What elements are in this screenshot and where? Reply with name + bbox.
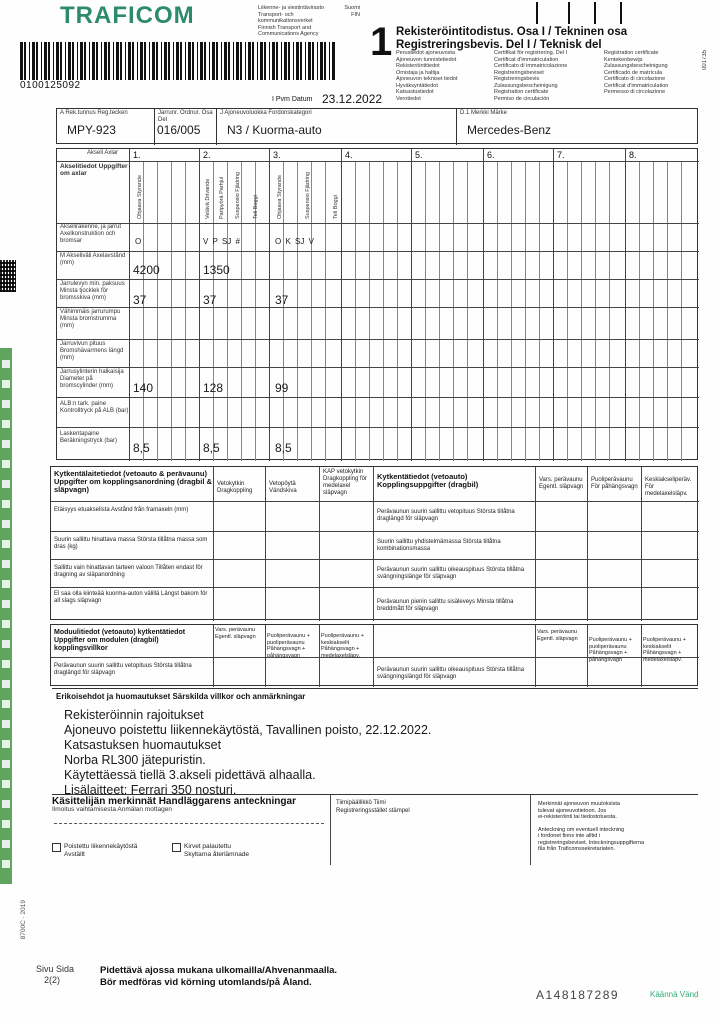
axle-number: 1.: [133, 150, 141, 160]
security-strip-pattern: [2, 360, 10, 880]
turn-over-hint: Käännä Vänd: [650, 990, 699, 999]
axle-value: 8,5: [275, 441, 292, 455]
col-header: Puoliperävaunu För påhängsvagn: [591, 477, 638, 490]
col-header: Keskiakseliperäv. För medelaxelsläpv.: [645, 477, 692, 497]
col-header: KAP vetokytkin Dragkoppling för medelaxel släpvagn: [323, 469, 368, 496]
row-label: El saa olla kiinteää kuorma-auton välillä Längst bakom för all slags släpvagn: [54, 591, 208, 604]
vehicle-category: N3 / Kuorma-auto: [227, 123, 322, 137]
reg-number: MPY-923: [67, 123, 116, 137]
coupling-title-right: Kytkentätiedot (vetoauto) Kopplingsuppgifter (dragbil): [377, 472, 479, 489]
row-label: Etäisyys etuakselista Avstånd från framaxeln (mm): [54, 507, 189, 513]
remark-line: Ajoneuvo poistettu liikennekäytöstä, Tavallinen poisto, 22.12.2022.: [64, 723, 432, 737]
logo-country-text: Suomi FIN: [344, 5, 360, 18]
row-label: Suurin sallittu hinattava massa Största tillåtna massa som dras (kg): [54, 537, 208, 550]
col-label: Vetävä Drivande: [205, 178, 211, 219]
axle-value: 1350: [203, 263, 230, 277]
part-cell: Jarrunr. Ordnur. Osa Del 016/005: [155, 109, 217, 145]
logo-agency-text: Liikenne- ja viestintävirasto Transport- och kommunikationsverket Finnish Transport and Communications Agency: [258, 5, 325, 37]
vehicle-make: Mercedes-Benz: [467, 123, 552, 137]
col-header: Vars. perävaunu Egentl. släpvagn: [539, 477, 584, 490]
axle-number: 3.: [273, 150, 281, 160]
col-label: Paripyörä Parhjul: [219, 176, 225, 219]
col-label: Ohjaava Styrande: [277, 174, 283, 219]
corner-mark: [620, 2, 622, 24]
remark-line: Norba RL300 jätepuristin.: [64, 753, 206, 767]
axle-value: 8,5: [203, 441, 220, 455]
remarks-title: Erikoisehdot ja huomautukset Särskilda villkor och anmärkningar: [56, 692, 306, 701]
col-header: Vetopöytä Vändskiva: [269, 481, 297, 494]
document-title: Rekisteröintitodistus. Osa I / Tekninen osa Registreringsbevis. Del I / Teknisk del: [396, 26, 628, 51]
row-label: Akselirakenne, ja jarrut Axelkonstruktion och bromsar: [60, 224, 122, 244]
coupling-title-left: Kytkentälaitetiedot (vetoauto & perävaunu) Uppgifter om kopplingsanordning (dragbil & släpvagn): [54, 469, 212, 494]
remark-line: Käytettäessä tiellä 3.akseli pidettävä alhaalla.: [64, 768, 316, 782]
row-label: Perävaunun suurin sallittu vetopituus Största tillåtna draglängd för släpvagn: [377, 509, 515, 522]
axle-number: 4.: [345, 150, 353, 160]
date-label: I Pvm Datum: [272, 96, 313, 103]
col-label: Teli Boggi: [333, 195, 339, 219]
axle-header-label: Akseli Axlar: [87, 150, 119, 156]
axle-value: 128: [203, 381, 224, 395]
axle-number: 2.: [203, 150, 211, 160]
part-value: 016/005: [157, 123, 201, 137]
module-title: Moduulitiedot (vetoauto) kytkentätiedot Uppgifter om modulen (dragbil) kopplingsvillkor: [54, 629, 186, 652]
col-label: Suspensio Fjädring: [235, 171, 241, 219]
row-label: Perävaunun suurin sallittu oikeauspituus Största tillåtna svängningslänge för släpvagn: [377, 567, 525, 580]
row-label: Vähimmäis jarrurumpu Minsta bromstrumma (mm): [60, 309, 121, 329]
barcode-number: 0100125092: [20, 80, 81, 91]
col-header: Puoliperävaunu + keskiakselit Påhängsvagn + medelaxelsläpv.: [643, 637, 686, 663]
row-label: Perävaunun suurin sallittu vetopituus Största tillåtna draglängd för släpvagn: [54, 663, 192, 676]
row-label: Sallittu vain hinattavan tarteen valoon Tillåten endast för dragning av släpanordning: [54, 565, 203, 578]
row-label: ALB:n tark. paine Kontrolltryck på ALB (bar): [60, 401, 129, 414]
date-value: 23.12.2022: [322, 92, 383, 106]
footer-note: Pidettävä ajossa mukana ulkomailla/Ahvenanmaalla. Bör medföras vid körning utomlands/på Åland.: [100, 965, 338, 988]
remark-line: Lisälaitteet: Ferrari 350 nosturi.: [64, 783, 237, 797]
document-number: 001735: [702, 50, 708, 71]
coupling-section: [50, 466, 698, 620]
col-label: Teli Boggi: [253, 195, 259, 219]
checkbox-label: Kirvet palautettu Skyltarna återlämnade: [184, 843, 250, 858]
remark-line: Katsastuksen huomautukset: [64, 738, 222, 752]
remark-line: Rekisteröinnin rajoitukset: [64, 708, 204, 722]
axle-value: 8,5: [133, 441, 150, 455]
row-label: M Akseliväli Axelavstånd (mm): [60, 253, 126, 266]
axle-number: 7.: [557, 150, 565, 160]
axle-value: 99: [275, 381, 289, 395]
make-cell: D.1 Merkki Märke Mercedes-Benz: [460, 110, 552, 137]
axle-value: 140: [133, 381, 154, 395]
info-text: Merkinnät ajoneuvon muutoksista tulevat ajoneuvotietoon. Jos ei-rekisteröinti tai tiedostotuesta. Anteckning om eventuell inteckning i fordonet finns inte alltid i registreringsbeviset. Inteckningsuppgifterna fås från Traficomssekretariaten.: [538, 801, 645, 852]
row-label: Jarrusylinterin halkaisija Diameter på bromscylinder (mm): [60, 369, 124, 389]
axle-value: O K SJ V: [275, 237, 314, 246]
checkbox-removed: [52, 843, 61, 852]
axle-table: [56, 148, 698, 460]
axle-number: 8.: [629, 150, 637, 160]
remarks-text: [64, 708, 431, 798]
row-label: Perävaunun pienin sallittu sisäleveys Minsta tillåtna breddmått för släpvagn: [377, 599, 514, 612]
traficom-logo: TRAFICOM: [60, 2, 195, 29]
divider: [52, 688, 698, 689]
col-header: Vetokytkin Dragkoppling: [217, 481, 253, 494]
form-code: 8700C · 2019: [20, 900, 27, 940]
corner-mark: [536, 2, 538, 24]
col-header: Puoliperävaunu + keskiakselit Påhängsvagn + medelaxelsläpv.: [321, 633, 364, 659]
stamp-label: Tiimipäällikkö Tiimi Registreringsstället stämpel: [336, 800, 410, 814]
vehicle-header: [56, 108, 698, 144]
checkbox-label: Poistettu liikennekäytöstä Avställt: [64, 843, 138, 858]
axle-value: 4200: [133, 263, 160, 277]
checkbox-plates: [172, 843, 181, 852]
corner-mark: [594, 2, 596, 24]
qr-code: [0, 260, 16, 292]
category-cell: J Ajoneuvoluokka Fordonskategori N3 / Kuorma-auto: [217, 109, 457, 145]
col-header: Puoliperävaunu + puoliperävaunu Påhängsvagn + påhängsvagn: [267, 633, 310, 659]
col-header: Vars. perävaunu Egentl. släpvagn: [215, 627, 256, 640]
axle-section-title: Akselitiedot Uppgifter om axlar: [60, 163, 128, 177]
col-header: Vars. perävaunu Egentl. släpvagn: [537, 629, 578, 642]
part-number: 1: [370, 20, 393, 64]
serial-number: A148187289: [536, 988, 620, 1002]
module-section: [50, 624, 698, 686]
axle-value: 37: [275, 293, 289, 307]
page-indicator: Sivu Sida 2(2): [36, 964, 75, 985]
corner-mark: [568, 2, 570, 24]
handler-subtitle: Ilmoitus vaihtamisesta Anmälan mottagen: [52, 806, 172, 813]
axle-number: 5.: [415, 150, 423, 160]
handler-title: Käsittelijän merkinnät Handläggarens anteckningar: [52, 796, 296, 807]
row-label: Suurin sallittu yhdistelmämassa Största tillåtna kombinationsmassa: [377, 539, 501, 552]
axle-number: 6.: [487, 150, 495, 160]
row-label: Jarrulevyn min. paksuus Minsta tjocklek för bromsskiva (mm): [60, 281, 125, 301]
axle-value: 37: [203, 293, 217, 307]
row-label: Laskentapaine Beräkningstryck (bar): [60, 431, 118, 444]
axle-value: V P SJ #: [203, 237, 240, 246]
col-label: Ohjaava Styrande: [137, 174, 143, 219]
row-label: Jarruvivun pituus Bromshävarmens längd (mm): [60, 341, 124, 361]
barcode: [20, 42, 336, 80]
col-header: Puoliperävaunu + puoliperävaunu Påhängsvagn + påhängsvagn: [589, 637, 632, 663]
axle-value: 37: [133, 293, 147, 307]
axle-value: O: [135, 237, 142, 246]
col-label: Suspensio Fjädring: [305, 171, 311, 219]
reg-number-cell: A Rek.tunnus Reg.tecken MPY-923: [57, 109, 155, 145]
row-label: Perävaunun suurin sallittu oikeauspituus Största tillåtna svängningslängd för släpvagn: [377, 667, 525, 680]
